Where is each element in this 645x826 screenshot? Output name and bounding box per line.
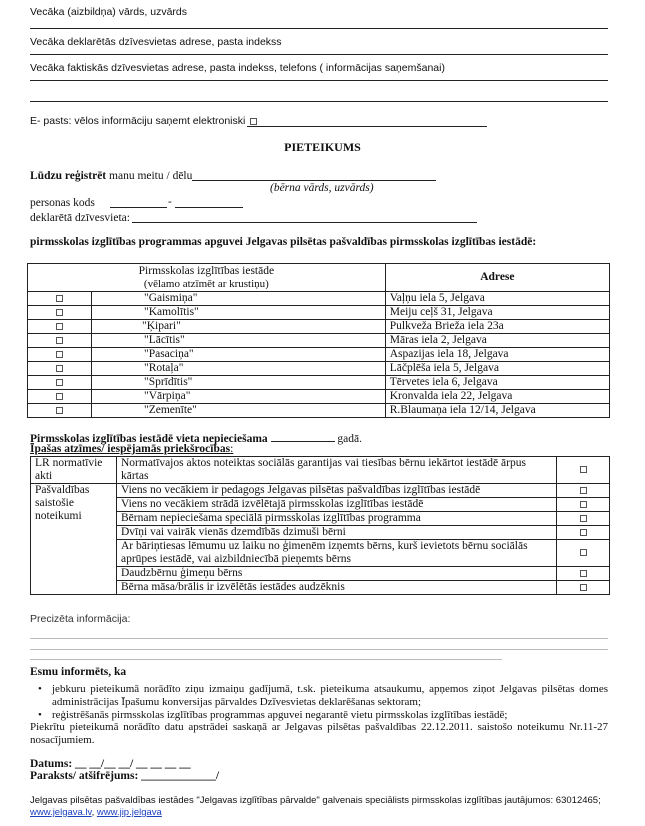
footer-links [30, 807, 620, 819]
school-checkbox[interactable] [56, 351, 63, 358]
school-name: "Zemenīte" [92, 404, 386, 418]
schools-table [27, 263, 610, 418]
school-checkbox[interactable] [56, 323, 63, 330]
school-checkbox[interactable] [56, 407, 63, 414]
school-address: Lāčplēša iela 5, Jelgava [385, 362, 609, 376]
school-name: "Pasaciņa" [92, 348, 386, 362]
special-checkbox[interactable] [580, 466, 587, 473]
school-address: Pulkveža Brieža iela 23a [385, 320, 609, 334]
program-heading: pirmsskolas izglītības programmas apguvei Jelgavas pilsētas pašvaldības pirmsskolas izglītības iestādē: [30, 236, 537, 248]
declared-address-line[interactable] [30, 54, 608, 55]
table-row [31, 498, 610, 512]
place-needed-suffix: gadā. [337, 433, 362, 445]
special-checkbox[interactable] [580, 501, 587, 508]
special-item: Dvīņi vai vairāk vienās dzemdībās dzimuši bērni [117, 526, 557, 540]
school-name: "Kamolītis" [92, 306, 386, 320]
special-item: Viens no vecākiem ir pedagogs Jelgavas pilsētas pašvaldības izglītības iestādē [117, 484, 557, 498]
special-checkbox[interactable] [580, 529, 587, 536]
special-item: Viens no vecākiem strādā izvēlētajā pirmsskolas izglītības iestādē [117, 498, 557, 512]
place-needed-year-field[interactable] [271, 431, 335, 442]
actual-address-label: Vecāka faktiskās dzīvesvietas adrese, pasta indekss, telefons ( informācijas saņemšanai) [30, 62, 445, 74]
school-name: "Vārpiņa" [92, 390, 386, 404]
footer-text: Jelgavas pilsētas pašvaldības iestādes "Jelgavas izglītības pārvalde" galvenais speciālists pirmsskolas izglītības jautājumos: 63012465; [30, 795, 601, 806]
personal-code-part2[interactable] [175, 207, 243, 208]
declared-residence-line[interactable] [132, 222, 477, 223]
clarification-line-1[interactable] [30, 638, 608, 639]
group1-label: LR normatīvie akti [31, 457, 117, 484]
child-name-line[interactable] [192, 180, 436, 181]
special-heading: Īpašas atzīmes/ iespējamās priekšrocības: [30, 443, 234, 455]
table-row [28, 362, 610, 376]
school-address: Kronvalda iela 22, Jelgava [385, 390, 609, 404]
personal-code-sep: - [168, 196, 172, 208]
table-row [28, 348, 610, 362]
school-checkbox[interactable] [56, 309, 63, 316]
table-row [28, 390, 610, 404]
clarification-line-3[interactable] [30, 659, 502, 660]
table-row [31, 512, 610, 526]
consent-text: Piekrītu pieteikumā norādīto datu apstrādei saskaņā ar Jelgavas pilsētas pašvaldības 22.12.2011. saistošo noteikumu Nr.11-27 nosacījumiem. [30, 721, 608, 746]
school-address: Māras iela 2, Jelgava [385, 334, 609, 348]
schools-col1-subtitle: (vēlamo atzīmēt ar krustiņu) [143, 277, 269, 290]
informed-bullet-1-text: jebkuru pieteikumā norādīto ziņu izmaiņu gadījumā, t.sk. pieteikuma atsaukumu, apņemos ziņot Jelgavas pilsētas domes administrācijas Īpašumu konversijas pārvaldes Dzīvesvietas deklarēšanas sektoram; [52, 683, 608, 708]
special-checkbox[interactable] [580, 487, 587, 494]
jelgava-link[interactable]: www.jelgava.lv [30, 807, 92, 818]
school-checkbox[interactable] [56, 393, 63, 400]
special-checkbox[interactable] [580, 570, 587, 577]
school-checkbox[interactable] [56, 295, 63, 302]
special-heading-text: Īpašas atzīmes/ iespējamās priekšrocības [30, 443, 231, 455]
special-checkbox[interactable] [580, 584, 587, 591]
school-address: R.Blaumaņa iela 12/14, Jelgava [385, 404, 609, 418]
declared-address-label: Vecāka deklarētās dzīvesvietas adrese, pasta indekss [30, 36, 282, 48]
school-address: Meiju ceļš 31, Jelgava [385, 306, 609, 320]
place-needed-prefix: Pirmsskolas izglītības iestādē vieta nepieciešama [30, 433, 268, 445]
table-row [31, 526, 610, 540]
special-checkbox[interactable] [580, 549, 587, 556]
bullet-icon: • [38, 709, 42, 721]
footer [30, 795, 620, 819]
school-name: "Ķipari" [92, 320, 386, 334]
schools-col1-header [28, 264, 386, 292]
table-row [31, 540, 610, 567]
special-table [30, 456, 610, 595]
personal-code-part1[interactable] [110, 207, 167, 208]
registration-lead-bold: Lūdzu reģistrēt [30, 170, 107, 182]
table-row [28, 320, 610, 334]
signature-row [30, 770, 219, 782]
clarification-line-2[interactable] [30, 649, 608, 650]
page-title: PIETEIKUMS [284, 140, 361, 154]
special-item: Bērnam nepieciešama speciālā pirmsskolas izglītības programma [117, 512, 557, 526]
parent-name-label: Vecāka (aizbildņa) vārds, uzvārds [30, 6, 187, 18]
schools-col2-header: Adrese [385, 264, 609, 292]
special-item: Daudzbērnu ģimeņu bērns [117, 567, 557, 581]
child-name-hint: (bērna vārds, uzvārds) [270, 182, 374, 194]
table-row [31, 581, 610, 595]
declared-residence-label: deklarētā dzīvesvieta: [30, 212, 130, 224]
special-item: Normatīvajos aktos noteiktas sociālās garantijas vai tiesības bērnu iekārtot iestādē ārpus kārtas [117, 457, 557, 484]
email-checkbox[interactable] [250, 118, 257, 125]
bullet-icon: • [38, 683, 42, 695]
school-checkbox[interactable] [56, 365, 63, 372]
table-row [28, 306, 610, 320]
table-row [28, 404, 610, 418]
school-checkbox[interactable] [56, 379, 63, 386]
informed-heading: Esmu informēts, ka [30, 666, 127, 678]
special-item: Ar bāriņtiesas lēmumu uz laiku no ģimenēm izņemts bērns, kurš ievietots bērnu sociālās aprūpes iestādē, vai aizbildniecībā pieņemts bērns [117, 540, 557, 567]
informed-bullet-1 [36, 683, 608, 709]
informed-list [36, 683, 608, 722]
group2-label: Pašvaldības saistošie noteikumi [31, 484, 117, 595]
table-row [28, 376, 610, 390]
table-row [31, 457, 610, 484]
schools-col1-title: Pirmsskolas izglītības iestāde [138, 264, 275, 277]
informed-bullet-2-text: reģistrēšanās pirmsskolas izglītības programmas apguvei negarantē vietu pirmsskolas izglītības iestādē; [52, 709, 508, 721]
email-line[interactable] [247, 126, 487, 127]
date-label: Datums: [30, 758, 73, 770]
date-row [30, 758, 191, 770]
table-row [28, 334, 610, 348]
jip-link[interactable]: www.jip.jelgava [96, 807, 162, 818]
school-checkbox[interactable] [56, 337, 63, 344]
school-name: "Gaismiņa" [92, 292, 386, 306]
email-row [30, 115, 257, 127]
school-name: "Sprīdītis" [92, 376, 386, 390]
actual-address-line-1[interactable] [30, 80, 608, 81]
signature-field[interactable]: _____________/ [141, 770, 220, 782]
clarification-label: Precizēta informācija: [30, 613, 131, 625]
special-checkbox[interactable] [580, 515, 587, 522]
registration-line [30, 170, 192, 182]
school-address: Vaļņu iela 5, Jelgava [385, 292, 609, 306]
actual-address-line-2[interactable] [30, 101, 608, 102]
date-field[interactable]: __ __/__ __/ __ __ __ __ [75, 758, 191, 770]
school-name: "Rotaļa" [92, 362, 386, 376]
table-row [31, 484, 610, 498]
email-label: E- pasts: vēlos informāciju saņemt elektroniski [30, 115, 246, 127]
school-address: Tērvetes iela 6, Jelgava [385, 376, 609, 390]
personal-code-label: personas kods [30, 197, 95, 209]
parent-name-line[interactable] [30, 28, 608, 29]
footer-link-sep: , [91, 807, 95, 818]
table-row [28, 292, 610, 306]
table-row [31, 567, 610, 581]
school-name: "Lācītis" [92, 334, 386, 348]
special-item: Bērna māsa/brālis ir izvēlētās iestādes audzēknis [117, 581, 557, 595]
registration-lead-rest: manu meitu / dēlu [109, 170, 193, 182]
school-address: Aspazijas iela 18, Jelgava [385, 348, 609, 362]
signature-label: Paraksts/ atšifrējums: [30, 770, 139, 782]
